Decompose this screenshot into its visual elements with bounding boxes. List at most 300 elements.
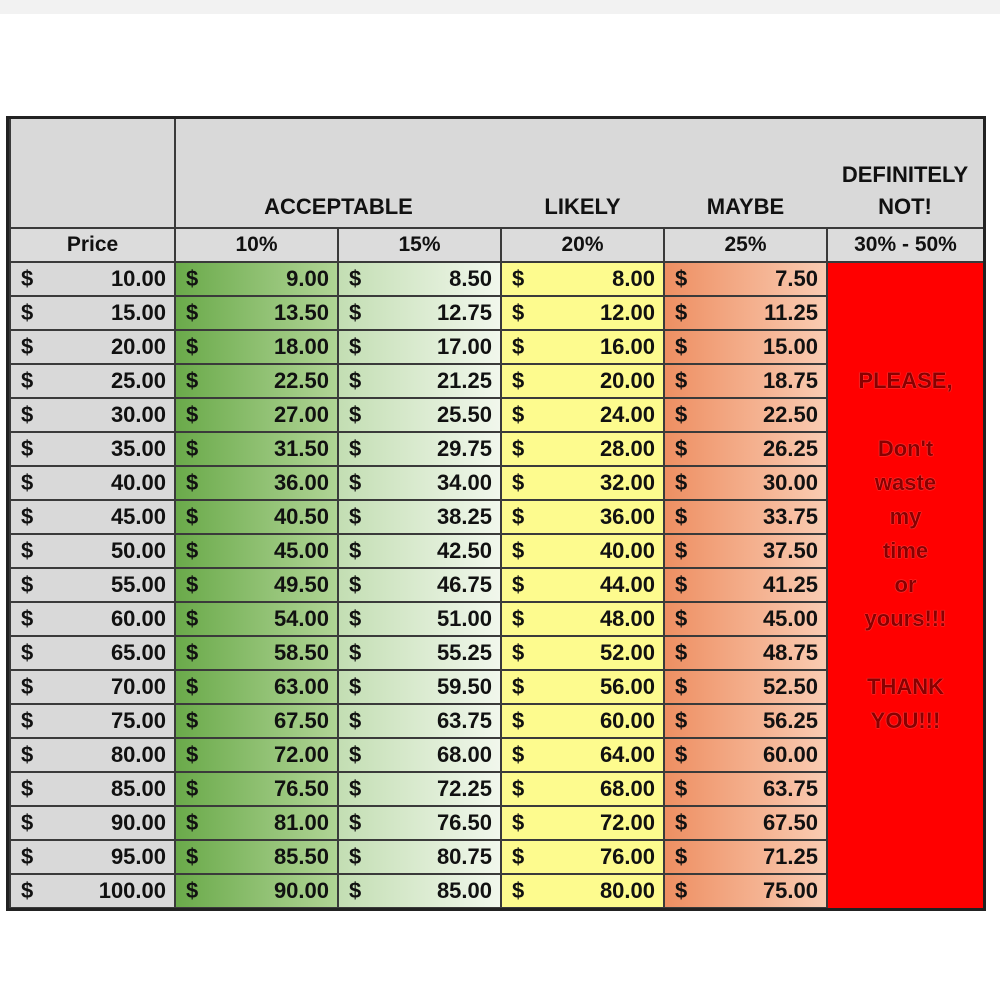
amount-value: 29.75 bbox=[436, 436, 492, 461]
currency-symbol: $ bbox=[512, 878, 525, 903]
subheader-25: 25% bbox=[664, 228, 827, 262]
currency-symbol: $ bbox=[675, 334, 688, 359]
amount-value: 20.00 bbox=[110, 334, 166, 359]
amount-value: 63.75 bbox=[762, 776, 818, 801]
currency-symbol: $ bbox=[186, 504, 199, 529]
discount-25-cell bbox=[664, 568, 827, 602]
discount-15-cell bbox=[338, 704, 501, 738]
discount-20-cell bbox=[501, 840, 664, 874]
discount-25-cell bbox=[664, 840, 827, 874]
discount-20-cell bbox=[501, 772, 664, 806]
header-definitely-line2: NOT! bbox=[878, 194, 932, 219]
amount-value: 18.00 bbox=[273, 334, 329, 359]
amount-value: 7.50 bbox=[775, 266, 818, 291]
amount-value: 60.00 bbox=[110, 606, 166, 631]
price-cell bbox=[10, 466, 175, 500]
discount-20-cell bbox=[501, 432, 664, 466]
amount-value: 68.00 bbox=[599, 776, 655, 801]
currency-symbol: $ bbox=[349, 674, 362, 699]
amount-value: 34.00 bbox=[436, 470, 492, 495]
currency-symbol: $ bbox=[512, 674, 525, 699]
currency-symbol: $ bbox=[512, 844, 525, 869]
amount-value: 85.00 bbox=[110, 776, 166, 801]
discount-25-cell bbox=[664, 398, 827, 432]
amount-value: 55.25 bbox=[436, 640, 492, 665]
subheader-row bbox=[10, 228, 984, 262]
amount-value: 60.00 bbox=[762, 742, 818, 767]
definitely-not-cell bbox=[827, 398, 984, 432]
table-row bbox=[10, 738, 984, 772]
table-row bbox=[10, 432, 984, 466]
discount-25-cell bbox=[664, 636, 827, 670]
currency-symbol: $ bbox=[21, 810, 34, 835]
price-cell bbox=[10, 840, 175, 874]
currency-symbol: $ bbox=[186, 368, 199, 393]
definitely-not-cell: YOU!!! bbox=[827, 704, 984, 738]
currency-symbol: $ bbox=[21, 368, 34, 393]
discount-20-cell bbox=[501, 500, 664, 534]
top-bar bbox=[0, 0, 1000, 14]
currency-symbol: $ bbox=[675, 300, 688, 325]
discount-10-cell bbox=[175, 636, 338, 670]
currency-symbol: $ bbox=[21, 266, 34, 291]
discount-10-cell bbox=[175, 330, 338, 364]
discount-10-cell bbox=[175, 806, 338, 840]
currency-symbol: $ bbox=[186, 640, 199, 665]
amount-value: 24.00 bbox=[599, 402, 655, 427]
discount-10-cell bbox=[175, 364, 338, 398]
amount-value: 76.50 bbox=[273, 776, 329, 801]
header-likely: LIKELY bbox=[501, 119, 664, 228]
header-row bbox=[10, 119, 984, 228]
definitely-not-cell: time bbox=[827, 534, 984, 568]
currency-symbol: $ bbox=[186, 776, 199, 801]
discount-10-cell bbox=[175, 500, 338, 534]
discount-15-cell bbox=[338, 330, 501, 364]
definitely-not-cell: waste bbox=[827, 466, 984, 500]
price-cell bbox=[10, 602, 175, 636]
amount-value: 12.75 bbox=[436, 300, 492, 325]
amount-value: 63.00 bbox=[273, 674, 329, 699]
currency-symbol: $ bbox=[186, 470, 199, 495]
table-row bbox=[10, 602, 984, 636]
definitely-not-cell bbox=[827, 262, 984, 296]
discount-10-cell bbox=[175, 568, 338, 602]
amount-value: 54.00 bbox=[273, 606, 329, 631]
discount-15-cell bbox=[338, 636, 501, 670]
discount-25-cell bbox=[664, 534, 827, 568]
amount-value: 85.50 bbox=[273, 844, 329, 869]
amount-value: 45.00 bbox=[110, 504, 166, 529]
currency-symbol: $ bbox=[349, 572, 362, 597]
amount-value: 36.00 bbox=[599, 504, 655, 529]
discount-20-cell bbox=[501, 466, 664, 500]
discount-15-cell bbox=[338, 398, 501, 432]
amount-value: 80.75 bbox=[436, 844, 492, 869]
amount-value: 55.00 bbox=[110, 572, 166, 597]
discount-10-cell bbox=[175, 398, 338, 432]
subheader-30-50: 30% - 50% bbox=[827, 228, 984, 262]
amount-value: 13.50 bbox=[273, 300, 329, 325]
amount-value: 85.00 bbox=[436, 878, 492, 903]
discount-25-cell bbox=[664, 670, 827, 704]
price-cell bbox=[10, 670, 175, 704]
amount-value: 22.50 bbox=[762, 402, 818, 427]
amount-value: 48.00 bbox=[599, 606, 655, 631]
amount-value: 67.50 bbox=[762, 810, 818, 835]
amount-value: 46.75 bbox=[436, 572, 492, 597]
currency-symbol: $ bbox=[186, 878, 199, 903]
amount-value: 44.00 bbox=[599, 572, 655, 597]
discount-25-cell bbox=[664, 364, 827, 398]
currency-symbol: $ bbox=[186, 572, 199, 597]
discount-10-cell bbox=[175, 602, 338, 636]
amount-value: 63.75 bbox=[436, 708, 492, 733]
discount-10-cell bbox=[175, 738, 338, 772]
discount-15-cell bbox=[338, 466, 501, 500]
currency-symbol: $ bbox=[675, 606, 688, 631]
amount-value: 45.00 bbox=[762, 606, 818, 631]
discount-20-cell bbox=[501, 670, 664, 704]
currency-symbol: $ bbox=[186, 538, 199, 563]
price-cell bbox=[10, 432, 175, 466]
discount-20-cell bbox=[501, 296, 664, 330]
amount-value: 100.00 bbox=[98, 878, 166, 903]
discount-20-cell bbox=[501, 330, 664, 364]
amount-value: 40.50 bbox=[273, 504, 329, 529]
table-row bbox=[10, 772, 984, 806]
definitely-not-cell bbox=[827, 806, 984, 840]
amount-value: 81.00 bbox=[273, 810, 329, 835]
price-cell bbox=[10, 330, 175, 364]
discount-20-cell bbox=[501, 568, 664, 602]
discount-15-cell bbox=[338, 670, 501, 704]
discount-25-cell bbox=[664, 262, 827, 296]
discount-25-cell bbox=[664, 874, 827, 908]
amount-value: 51.00 bbox=[436, 606, 492, 631]
price-cell bbox=[10, 500, 175, 534]
header-definitely-line1: DEFINITELY bbox=[841, 162, 969, 187]
currency-symbol: $ bbox=[186, 742, 199, 767]
price-cell bbox=[10, 534, 175, 568]
header-maybe: MAYBE bbox=[664, 119, 827, 228]
amount-value: 72.00 bbox=[273, 742, 329, 767]
discount-25-cell bbox=[664, 466, 827, 500]
currency-symbol: $ bbox=[512, 266, 525, 291]
currency-symbol: $ bbox=[675, 776, 688, 801]
header-acceptable: ACCEPTABLE bbox=[175, 119, 501, 228]
definitely-not-cell bbox=[827, 636, 984, 670]
currency-symbol: $ bbox=[349, 470, 362, 495]
currency-symbol: $ bbox=[349, 266, 362, 291]
discount-20-cell bbox=[501, 636, 664, 670]
discount-15-cell bbox=[338, 364, 501, 398]
currency-symbol: $ bbox=[21, 878, 34, 903]
currency-symbol: $ bbox=[21, 436, 34, 461]
discount-20-cell bbox=[501, 874, 664, 908]
price-cell bbox=[10, 296, 175, 330]
currency-symbol: $ bbox=[21, 742, 34, 767]
amount-value: 56.25 bbox=[762, 708, 818, 733]
discount-20-cell bbox=[501, 806, 664, 840]
currency-symbol: $ bbox=[21, 640, 34, 665]
currency-symbol: $ bbox=[675, 844, 688, 869]
discount-25-cell bbox=[664, 806, 827, 840]
currency-symbol: $ bbox=[349, 708, 362, 733]
price-discount-table bbox=[6, 116, 986, 911]
currency-symbol: $ bbox=[186, 844, 199, 869]
currency-symbol: $ bbox=[512, 708, 525, 733]
currency-symbol: $ bbox=[675, 538, 688, 563]
definitely-not-cell: THANK bbox=[827, 670, 984, 704]
discount-20-cell bbox=[501, 602, 664, 636]
discount-10-cell bbox=[175, 670, 338, 704]
discount-15-cell bbox=[338, 432, 501, 466]
currency-symbol: $ bbox=[349, 742, 362, 767]
definitely-not-cell: Don't bbox=[827, 432, 984, 466]
amount-value: 26.25 bbox=[762, 436, 818, 461]
amount-value: 90.00 bbox=[273, 878, 329, 903]
currency-symbol: $ bbox=[349, 810, 362, 835]
currency-symbol: $ bbox=[512, 436, 525, 461]
currency-symbol: $ bbox=[349, 504, 362, 529]
amount-value: 8.00 bbox=[612, 266, 655, 291]
definitely-not-cell: my bbox=[827, 500, 984, 534]
discount-25-cell bbox=[664, 296, 827, 330]
table-row bbox=[10, 364, 984, 398]
discount-25-cell bbox=[664, 704, 827, 738]
definitely-not-cell bbox=[827, 874, 984, 908]
table-row bbox=[10, 568, 984, 602]
currency-symbol: $ bbox=[21, 402, 34, 427]
currency-symbol: $ bbox=[512, 402, 525, 427]
amount-value: 40.00 bbox=[110, 470, 166, 495]
table-row bbox=[10, 874, 984, 908]
price-cell bbox=[10, 636, 175, 670]
discount-25-cell bbox=[664, 772, 827, 806]
definitely-not-cell bbox=[827, 738, 984, 772]
amount-value: 15.00 bbox=[110, 300, 166, 325]
subheader-15: 15% bbox=[338, 228, 501, 262]
table-row bbox=[10, 670, 984, 704]
price-cell bbox=[10, 874, 175, 908]
amount-value: 72.25 bbox=[436, 776, 492, 801]
amount-value: 68.00 bbox=[436, 742, 492, 767]
amount-value: 25.50 bbox=[436, 402, 492, 427]
currency-symbol: $ bbox=[512, 300, 525, 325]
currency-symbol: $ bbox=[675, 572, 688, 597]
discount-20-cell bbox=[501, 364, 664, 398]
currency-symbol: $ bbox=[349, 300, 362, 325]
currency-symbol: $ bbox=[21, 538, 34, 563]
discount-10-cell bbox=[175, 534, 338, 568]
price-cell bbox=[10, 772, 175, 806]
discount-20-cell bbox=[501, 704, 664, 738]
amount-value: 52.50 bbox=[762, 674, 818, 699]
discount-10-cell bbox=[175, 874, 338, 908]
discount-10-cell bbox=[175, 262, 338, 296]
currency-symbol: $ bbox=[21, 776, 34, 801]
amount-value: 70.00 bbox=[110, 674, 166, 699]
discount-10-cell bbox=[175, 466, 338, 500]
currency-symbol: $ bbox=[349, 606, 362, 631]
currency-symbol: $ bbox=[186, 708, 199, 733]
amount-value: 60.00 bbox=[599, 708, 655, 733]
amount-value: 15.00 bbox=[762, 334, 818, 359]
discount-10-cell bbox=[175, 432, 338, 466]
discount-15-cell bbox=[338, 874, 501, 908]
amount-value: 80.00 bbox=[110, 742, 166, 767]
currency-symbol: $ bbox=[349, 776, 362, 801]
amount-value: 11.25 bbox=[764, 300, 818, 325]
amount-value: 28.00 bbox=[599, 436, 655, 461]
amount-value: 35.00 bbox=[110, 436, 166, 461]
currency-symbol: $ bbox=[21, 844, 34, 869]
amount-value: 9.00 bbox=[286, 266, 329, 291]
currency-symbol: $ bbox=[512, 368, 525, 393]
discount-10-cell bbox=[175, 772, 338, 806]
currency-symbol: $ bbox=[675, 640, 688, 665]
discount-20-cell bbox=[501, 262, 664, 296]
discount-25-cell bbox=[664, 432, 827, 466]
currency-symbol: $ bbox=[512, 776, 525, 801]
currency-symbol: $ bbox=[675, 504, 688, 529]
amount-value: 31.50 bbox=[273, 436, 329, 461]
amount-value: 50.00 bbox=[110, 538, 166, 563]
table-row bbox=[10, 500, 984, 534]
currency-symbol: $ bbox=[21, 572, 34, 597]
currency-symbol: $ bbox=[186, 810, 199, 835]
discount-25-cell bbox=[664, 738, 827, 772]
amount-value: 40.00 bbox=[599, 538, 655, 563]
amount-value: 64.00 bbox=[599, 742, 655, 767]
currency-symbol: $ bbox=[21, 708, 34, 733]
table-row bbox=[10, 704, 984, 738]
currency-symbol: $ bbox=[186, 436, 199, 461]
amount-value: 52.00 bbox=[599, 640, 655, 665]
currency-symbol: $ bbox=[675, 708, 688, 733]
discount-10-cell bbox=[175, 704, 338, 738]
discount-15-cell bbox=[338, 296, 501, 330]
currency-symbol: $ bbox=[349, 402, 362, 427]
currency-symbol: $ bbox=[21, 470, 34, 495]
price-cell bbox=[10, 364, 175, 398]
currency-symbol: $ bbox=[512, 504, 525, 529]
currency-symbol: $ bbox=[675, 266, 688, 291]
discount-15-cell bbox=[338, 500, 501, 534]
currency-symbol: $ bbox=[512, 334, 525, 359]
header-price-blank bbox=[10, 119, 175, 228]
definitely-not-cell bbox=[827, 296, 984, 330]
table-row bbox=[10, 840, 984, 874]
amount-value: 12.00 bbox=[599, 300, 655, 325]
currency-symbol: $ bbox=[186, 300, 199, 325]
amount-value: 30.00 bbox=[762, 470, 818, 495]
discount-15-cell bbox=[338, 806, 501, 840]
definitely-not-cell: PLEASE, bbox=[827, 364, 984, 398]
currency-symbol: $ bbox=[186, 674, 199, 699]
amount-value: 38.25 bbox=[436, 504, 492, 529]
amount-value: 36.00 bbox=[273, 470, 329, 495]
amount-value: 72.00 bbox=[599, 810, 655, 835]
currency-symbol: $ bbox=[512, 742, 525, 767]
amount-value: 18.75 bbox=[762, 368, 818, 393]
currency-symbol: $ bbox=[21, 504, 34, 529]
amount-value: 17.00 bbox=[436, 334, 492, 359]
currency-symbol: $ bbox=[512, 810, 525, 835]
currency-symbol: $ bbox=[512, 470, 525, 495]
amount-value: 80.00 bbox=[599, 878, 655, 903]
discount-15-cell bbox=[338, 568, 501, 602]
header-definitely-not bbox=[827, 119, 984, 228]
amount-value: 56.00 bbox=[599, 674, 655, 699]
definitely-not-cell bbox=[827, 772, 984, 806]
currency-symbol: $ bbox=[675, 436, 688, 461]
table-row bbox=[10, 398, 984, 432]
currency-symbol: $ bbox=[675, 674, 688, 699]
currency-symbol: $ bbox=[186, 606, 199, 631]
discount-table bbox=[9, 119, 985, 909]
amount-value: 65.00 bbox=[110, 640, 166, 665]
table-row bbox=[10, 534, 984, 568]
subheader-20: 20% bbox=[501, 228, 664, 262]
currency-symbol: $ bbox=[675, 878, 688, 903]
amount-value: 16.00 bbox=[599, 334, 655, 359]
currency-symbol: $ bbox=[21, 606, 34, 631]
amount-value: 45.00 bbox=[273, 538, 329, 563]
amount-value: 10.00 bbox=[110, 266, 166, 291]
amount-value: 76.50 bbox=[436, 810, 492, 835]
discount-15-cell bbox=[338, 602, 501, 636]
currency-symbol: $ bbox=[349, 334, 362, 359]
amount-value: 41.25 bbox=[762, 572, 818, 597]
discount-15-cell bbox=[338, 738, 501, 772]
amount-value: 75.00 bbox=[762, 878, 818, 903]
amount-value: 48.75 bbox=[762, 640, 818, 665]
currency-symbol: $ bbox=[512, 538, 525, 563]
amount-value: 42.50 bbox=[436, 538, 492, 563]
price-cell bbox=[10, 738, 175, 772]
amount-value: 95.00 bbox=[110, 844, 166, 869]
table-row bbox=[10, 806, 984, 840]
table-row bbox=[10, 466, 984, 500]
discount-25-cell bbox=[664, 330, 827, 364]
amount-value: 59.50 bbox=[436, 674, 492, 699]
currency-symbol: $ bbox=[21, 334, 34, 359]
amount-value: 22.50 bbox=[273, 368, 329, 393]
subheader-price: Price bbox=[10, 228, 175, 262]
amount-value: 8.50 bbox=[449, 266, 492, 291]
amount-value: 49.50 bbox=[273, 572, 329, 597]
currency-symbol: $ bbox=[675, 470, 688, 495]
discount-15-cell bbox=[338, 772, 501, 806]
price-cell bbox=[10, 704, 175, 738]
table-row bbox=[10, 636, 984, 670]
discount-20-cell bbox=[501, 398, 664, 432]
price-cell bbox=[10, 398, 175, 432]
currency-symbol: $ bbox=[186, 402, 199, 427]
amount-value: 21.25 bbox=[436, 368, 492, 393]
definitely-not-cell: or bbox=[827, 568, 984, 602]
currency-symbol: $ bbox=[675, 742, 688, 767]
currency-symbol: $ bbox=[349, 538, 362, 563]
amount-value: 33.75 bbox=[762, 504, 818, 529]
currency-symbol: $ bbox=[186, 334, 199, 359]
currency-symbol: $ bbox=[675, 402, 688, 427]
currency-symbol: $ bbox=[349, 878, 362, 903]
discount-20-cell bbox=[501, 738, 664, 772]
amount-value: 71.25 bbox=[762, 844, 818, 869]
